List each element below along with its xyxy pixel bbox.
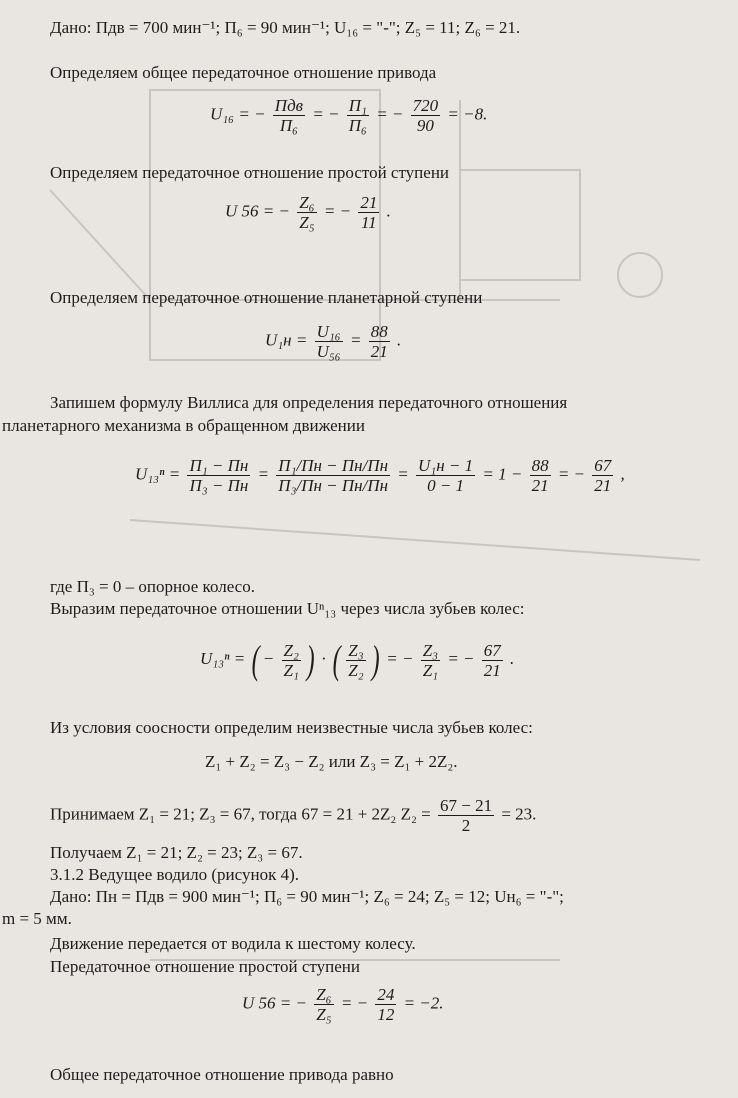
eq-op: = − [557, 464, 586, 484]
where-p3: где П₃ = 0 – опорное колесо. [50, 577, 255, 596]
numerator: Z₃ [348, 640, 364, 660]
denominator: 2 [461, 816, 471, 835]
step-total-ratio: Определяем общее передаточное отношение привода [50, 63, 437, 82]
step-simple-ratio: Определяем передаточное отношение простой ступени [50, 163, 450, 182]
dot-operator: · [321, 648, 326, 668]
numerator: П₁/Пн − Пн/Пн [278, 456, 389, 475]
denominator: П₆ [348, 116, 367, 135]
eq-lhs: U 56 = − [242, 993, 307, 1013]
eq-op: = − [323, 201, 352, 221]
fraction [438, 796, 494, 835]
eq-tail: = −8. [447, 104, 488, 124]
numerator: Пдв [274, 96, 304, 115]
eq-op: = [397, 464, 409, 484]
fraction [187, 456, 250, 495]
fraction [369, 322, 390, 361]
compound-fraction [276, 456, 390, 495]
fraction [297, 193, 316, 232]
left-paren: ( [252, 637, 261, 682]
eq-op: = [257, 464, 270, 484]
denominator: 90 [416, 116, 434, 135]
given-line-2a: Дано: Пн = Пдв = 900 мин⁻¹; П₆ = 90 мин⁻¹; Z₆ = 24; Z₅ = 12; Uн₆ = "-"; [50, 887, 564, 906]
eq-op: = − [312, 104, 340, 124]
equation-planet-ratio [265, 322, 401, 361]
equation-simple-ratio-2 [242, 985, 444, 1024]
denominator: П₃/Пн − Пн/Пн [278, 476, 389, 495]
equation-coaxial: Z₁ + Z₂ = Z₃ − Z₂ или Z₃ = Z₁ + 2Z₂. [205, 752, 458, 771]
numerator: 67 − 21 [440, 796, 493, 815]
step-planet-ratio: Определяем передаточное отношение планетарной ступени [50, 288, 483, 307]
fraction [592, 456, 613, 495]
denominator: 11 [360, 213, 377, 232]
result-line: Получаем Z₁ = 21; Z₂ = 23; Z₃ = 67. [50, 843, 303, 862]
numerator: 88 [531, 456, 549, 475]
eq-lhs: U₁₃ⁿ = [200, 648, 246, 668]
willis-line-2: планетарного механизма в обращенном движении [2, 416, 365, 435]
equation-teeth [200, 637, 515, 682]
numerator: U₁н − 1 [418, 456, 474, 475]
denominator: U₅₆ [316, 342, 341, 361]
fraction [416, 456, 475, 495]
right-paren: ) [371, 637, 380, 682]
numerator: 24 [377, 985, 395, 1004]
numerator: 67 [594, 456, 612, 475]
equation-total-ratio [210, 96, 487, 135]
eq-tail: , [620, 464, 625, 484]
denominator: Z₂ [348, 660, 364, 680]
denominator: 21 [483, 660, 501, 680]
denominator: 12 [377, 1005, 395, 1024]
fraction [314, 985, 333, 1024]
eq-lhs: U₁₃ⁿ = [135, 464, 181, 484]
denominator: 21 [531, 476, 549, 495]
denominator: Z₅ [299, 213, 315, 232]
fraction [482, 641, 503, 680]
express-ratio: Выразим передаточное отношении Uⁿ₁₃ через числа зубьев колес: [50, 599, 525, 618]
simple-ratio-2: Передаточное отношение простой ступени [50, 957, 360, 976]
denominator: 21 [594, 476, 612, 495]
accept-lhs: Принимаем Z₁ = 21; Z₃ = 67, тогда 67 = 21 + 2Z₂ Z₂ = [50, 804, 431, 824]
numerator: 21 [360, 193, 378, 212]
eq-tail: . [386, 201, 391, 221]
eq-op: = − [386, 648, 414, 668]
numerator: Z₆ [299, 193, 315, 212]
eq-lhs: U 56 = − [225, 201, 290, 221]
fraction [347, 96, 369, 135]
accept-tail: = 23. [501, 804, 537, 824]
denominator: Z₁ [422, 660, 439, 680]
denominator: Z₅ [316, 1005, 332, 1024]
eq-op: = − [447, 648, 475, 668]
numerator: Z₂ [283, 640, 299, 660]
fraction [282, 641, 301, 680]
denominator: П₆ [279, 116, 299, 135]
numerator: U₁₆ [316, 322, 341, 341]
fraction [358, 193, 379, 232]
eq-op: = − [376, 104, 404, 124]
numerator: 67 [483, 640, 501, 660]
right-paren: ) [306, 637, 315, 682]
fraction [530, 456, 551, 495]
left-paren: ( [332, 637, 341, 682]
fraction [421, 641, 440, 680]
denominator: Z₁ [283, 660, 299, 680]
eq-tail: . [396, 330, 402, 350]
fraction [411, 96, 441, 135]
fraction [346, 641, 365, 680]
denominator: П₃ − Пн [189, 476, 249, 495]
given-line-1: Дано: Пдв = 700 мин⁻¹; П₆ = 90 мин⁻¹; U₁₆ = "-"; Z₅ = 11; Z₆ = 21. [50, 18, 521, 37]
eq-tail: . [510, 648, 515, 668]
eq-lhs: U₁₆ = − [210, 104, 266, 124]
motion-line: Движение передается от водила к шестому колесу. [50, 934, 416, 953]
eq-op: = [349, 330, 362, 350]
fraction [315, 322, 343, 361]
denominator: 21 [370, 342, 388, 361]
eq-lhs: U₁н = [265, 330, 308, 350]
equation-willis [135, 456, 625, 495]
eq-op: = − [340, 993, 369, 1013]
willis-line-1: Запишем формулу Виллиса для определения передаточного отношения [50, 393, 568, 412]
given-line-2b: m = 5 мм. [2, 909, 72, 928]
fraction [273, 96, 305, 135]
eq-tail: = −2. [403, 993, 444, 1013]
denominator: 0 − 1 [427, 476, 465, 495]
total-ratio-2: Общее передаточное отношение привода равно [50, 1065, 394, 1084]
accept-line [50, 796, 536, 835]
eq-op: = 1 − [482, 464, 523, 484]
numerator: 720 [412, 96, 439, 115]
numerator: Z₃ [422, 640, 439, 660]
numerator: Z₆ [316, 985, 332, 1004]
numerator: П₁ [348, 96, 367, 115]
minus-sign: − [262, 648, 275, 668]
fraction [375, 985, 396, 1024]
numerator: 88 [370, 322, 388, 341]
equation-simple-ratio [225, 193, 391, 232]
coaxial-condition: Из условия соосности определим неизвестные числа зубьев колес: [50, 718, 533, 737]
section-heading: 3.1.2 Ведущее водило (рисунок 4). [50, 865, 299, 884]
numerator: П₁ − Пн [189, 456, 249, 475]
